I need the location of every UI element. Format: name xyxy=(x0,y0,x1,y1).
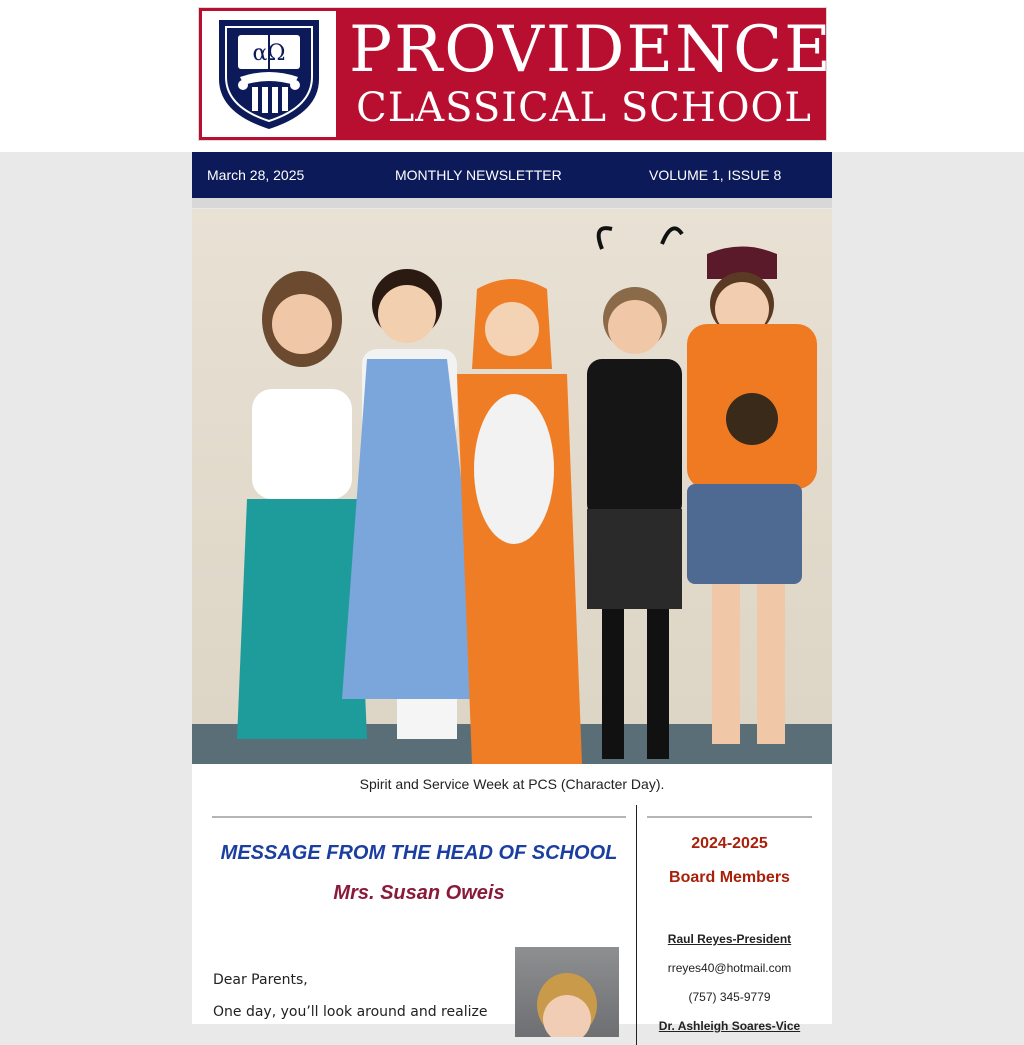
students-photo-illustration xyxy=(192,209,832,764)
board-president-email[interactable]: rreyes40@hotmail.com xyxy=(667,961,792,975)
newsletter-label: MONTHLY NEWSLETTER xyxy=(395,167,562,183)
school-banner[interactable] xyxy=(198,7,833,141)
photo-caption: Spirit and Service Week at PCS (Character Day). xyxy=(359,776,665,792)
crest-letters: αΩ xyxy=(252,41,286,66)
divider-strip xyxy=(192,198,832,208)
hero-photo[interactable] xyxy=(192,209,832,764)
letter-greeting: Dear Parents, xyxy=(213,972,308,988)
column-divider xyxy=(636,805,637,1045)
school-name-line2: CLASSICAL SCHOOL xyxy=(356,85,812,131)
newsletter-content xyxy=(192,764,832,1033)
head-of-school-name: Mrs. Susan Oweis xyxy=(333,882,505,904)
issue-date: March 28, 2025 xyxy=(207,167,305,183)
crest-panel xyxy=(202,11,336,137)
board-president-phone: (757) 345-9779 xyxy=(688,990,771,1004)
message-heading: MESSAGE FROM THE HEAD OF SCHOOL xyxy=(220,842,618,864)
school-name-line1: PROVIDENCE xyxy=(349,13,833,87)
board-president-name[interactable]: Raul Reyes-President xyxy=(667,932,792,946)
left-column-rule xyxy=(212,816,626,818)
newsletter-navbar xyxy=(192,152,832,198)
board-next-member[interactable]: Dr. Ashleigh Soares-Vice xyxy=(658,1019,801,1033)
board-title: Board Members xyxy=(669,869,790,886)
school-crest-icon xyxy=(216,17,322,131)
right-column-rule xyxy=(647,816,812,818)
letter-first-line: One day, you’ll look around and realize xyxy=(213,1004,488,1020)
board-year: 2024-2025 xyxy=(691,835,768,852)
volume-issue: VOLUME 1, ISSUE 8 xyxy=(649,167,782,183)
